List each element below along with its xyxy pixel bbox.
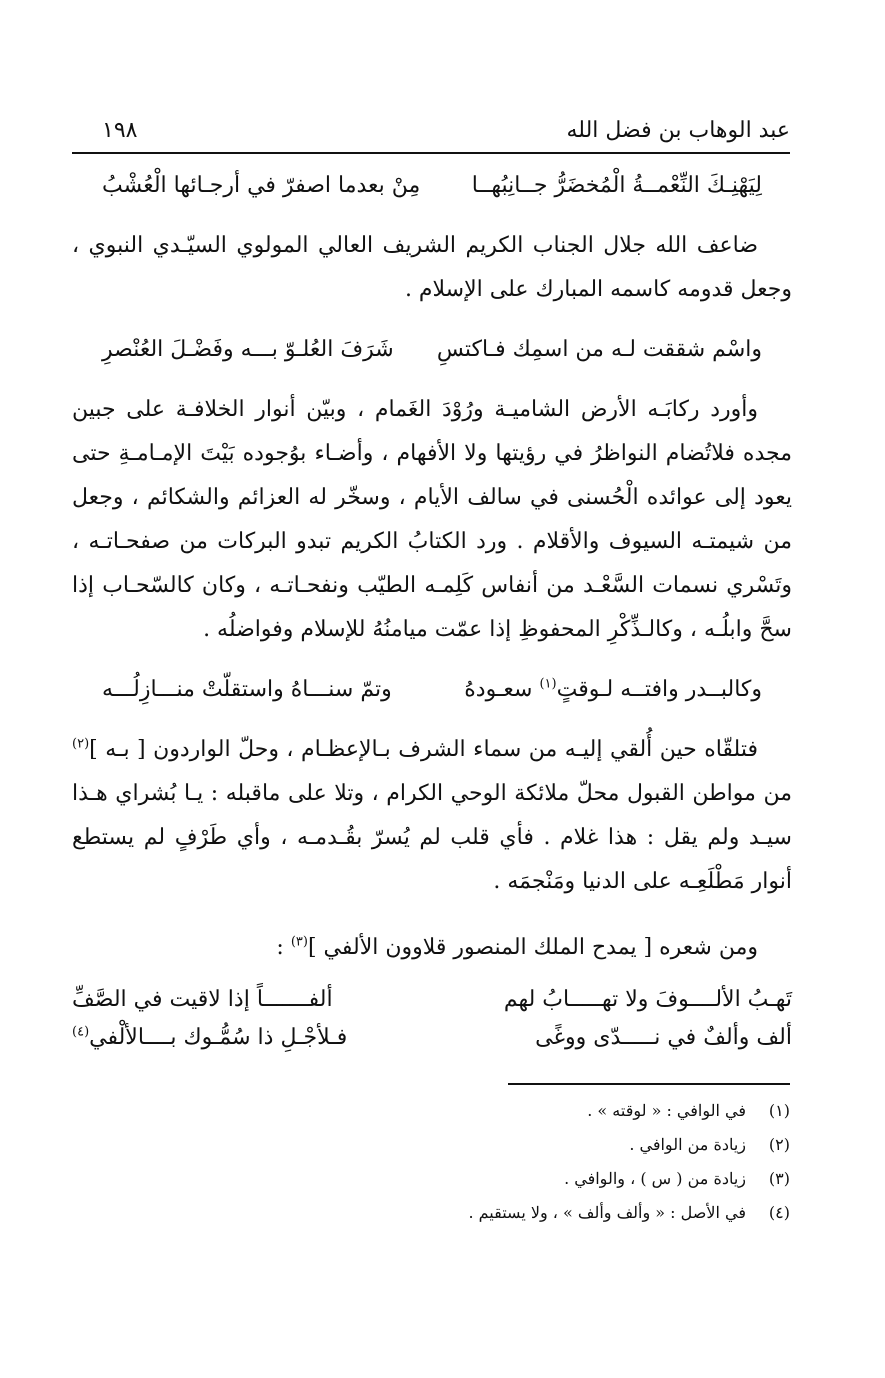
verse-line-3 <box>72 674 792 706</box>
footnote-ref-1: (١) <box>539 676 557 692</box>
verse-3-second-hemistich: وتمّ سنـــاهُ واستقلّتْ منـــازِلُـــه <box>102 677 392 702</box>
footnote-item <box>300 1094 790 1128</box>
footnote-number: (٣) <box>768 1169 790 1188</box>
footnote-ref-4: (٤) <box>72 1024 90 1040</box>
verse-1-second-hemistich: مِنْ بعدما اصفرّ في أرجـائها الْعُشْبُ <box>102 173 421 198</box>
footnote-text: زيادة من الوافي . <box>629 1135 746 1154</box>
page-number: ١٩٨ <box>102 118 138 143</box>
paragraph-3 <box>72 728 792 904</box>
verse-line-2 <box>72 334 792 366</box>
verse-2-first-hemistich: واسْم شققت لـه من اسمِك فـاكتسِ <box>436 337 762 362</box>
verse-4-second-hemistich: ألفـــــــاً إذا لاقيت في الصَّفِّ <box>72 987 333 1012</box>
verse-3-first-hemistich <box>464 674 762 706</box>
footnote-separator <box>508 1083 790 1085</box>
running-header <box>72 112 790 154</box>
verse-3-text-a: وكالبــدر وافتــه لـوقتٍ <box>556 677 762 702</box>
paragraph-3-part-2: من مواطن القبول محلّ ملائكة الوحي الكرام ، وتلا على ماقبله : يـا بُشراي هـذا سيـد ولم يقل : هذا غلام . فأي قلب لم يُسرّ بقُـدمـه ، وأي طَرْفٍ لم يستطع أنوار مَطْلَعِـه على الدنيا ومَنْجمَه . <box>72 781 792 894</box>
footnote-text: في الأصل : « وألف وألف » ، ولا يستقيم . <box>468 1203 746 1222</box>
footnote-text: زيادة من ( س ) ، والوافي . <box>564 1169 746 1188</box>
footnotes <box>300 1094 790 1230</box>
verse-4-first-hemistich: تَهـبُ الألــــوفَ ولا تهـــــابُ لهم <box>503 987 792 1012</box>
footnote-number: (٤) <box>768 1203 790 1222</box>
footnote-item <box>300 1128 790 1162</box>
verse-5-second-hemistich <box>72 1022 347 1054</box>
verse-line-5 <box>72 1022 792 1054</box>
paragraph-1: ضاعف الله جلال الجناب الكريم الشريف العالي المولوي السيّـدي النبوي ، وجعل قدومه كاسمه المبارك على الإسلام . <box>72 233 792 302</box>
footnote-ref-3: (٣) <box>290 934 308 950</box>
verse-2-second-hemistich: شَرَفَ العُلـوّ بـــه وفَضْـلَ العُنْصرِ <box>102 337 394 362</box>
verse-5-first-hemistich: ألف وألفٌ في نـــــدّى ووغًى <box>535 1025 792 1050</box>
footnote-number: (٢) <box>768 1135 790 1154</box>
footnote-ref-2: (٢) <box>72 736 90 752</box>
page-body <box>72 170 792 1060</box>
verse-line-4 <box>72 984 792 1016</box>
verse-1-first-hemistich: لِيَهْنِـكَ النِّعْمــةُ الْمُخضَرُّ جــانِبُهــا <box>471 173 762 198</box>
paragraph-3-part-1: فتلقّاه حين أُلقي إليـه من سماء الشرف بـالإعظـام ، وحلّ الواردون [ بـه ] <box>89 737 758 762</box>
footnote-item <box>300 1196 790 1230</box>
verse-5-text: فـلأجْـلِ ذا سُمُّـوك بــــالألْفي <box>89 1025 348 1050</box>
footnote-number: (١) <box>768 1101 790 1120</box>
poem-intro-colon: : <box>276 935 291 960</box>
verse-line-1 <box>72 170 792 202</box>
header-author: عبد الوهاب بن فضل الله <box>566 118 790 143</box>
verse-3-text-b: سعـودهُ <box>464 677 540 702</box>
footnote-text: في الوافي : « لوقته » . <box>587 1101 746 1120</box>
footnote-item <box>300 1162 790 1196</box>
paragraph-2: وأورد ركابَـه الأرض الشاميـة ورُوْدَ الغَمام ، وبيّن أنوار الخلافـة على جبين مجده فلاتُضام النواظرُ في رؤيتها ولا الأفهام ، وأضـاء بوُجوده بَيْتَ الإمـامـةِ حتى يعود إلى عوائده الْحُسنى في سالف الأيام ، وسخّر له العزائم والشكائم ، وجعل من شيمتـه السيوف والأقلام . ورد الكتابُ الكريم تبدو البركات من صفحـاتـه ، وتَسْري نسمات السَّعْـد من أنفاس كَلِمـه الطيّب ونفحـاتـه ، وكان كالسّحـاب إذا سحَّ وابلُـه ، وكالـذِّكْرِ المحفوظِ إذا عمّت ميامنُهُ للإسلام وفواضلُه . <box>72 397 792 642</box>
poem-intro <box>72 926 792 970</box>
poem-intro-text: ومن شعره [ يمدح الملك المنصور قلاوون الألفي ] <box>307 935 758 960</box>
